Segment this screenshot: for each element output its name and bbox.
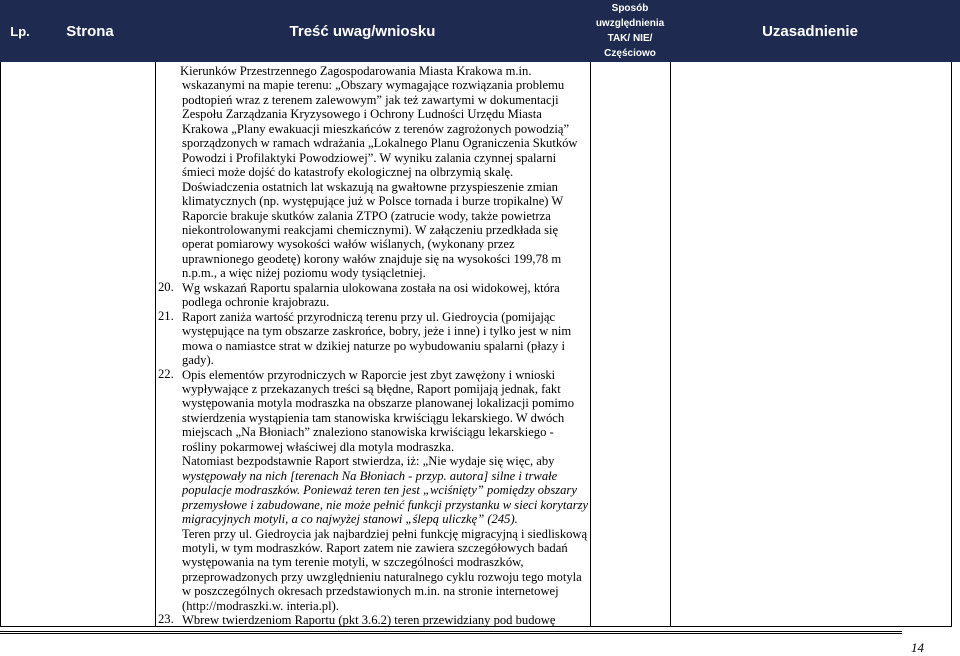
text-line: klimatycznych (np. występujące już w Polsce tornada i burze tropikalne) W [182,194,564,209]
text-line: występowały na nich [terenach Na Błoniach - przyp. autora] silne i trwałe [182,468,558,483]
text-line: migracyjnych motyli, a co najwyżej stanowi „ślepą uliczkę” (245). [182,512,518,527]
text-line: mowa o namiastce strat w dzikiej naturze po wybudowaniu spalarni (płazy i [182,338,565,353]
text-line: Powodzi i Profilaktyki Powodziowej”. W wyniku zalania czynnej spalarni [182,150,557,165]
footer-rule [0,633,902,634]
item-number-22: 22. [158,367,174,381]
text-line: występowania motyla modraszka na obszarze planowanej lokalizacji pomimo [182,396,575,411]
text-line: motyli, w tym modraszków. Raport zatem nie zawiera szczegółowych badań [182,540,568,555]
text-line: podlega ochronie krajobrazu. [182,295,330,310]
text-line: sporządzonych w ramach wdrażania „Lokalnego Planu Ograniczenia Skutków [182,136,578,151]
header-sposob-line4: Częściowo [604,48,656,59]
text-line: Wbrew twierdzeniom Raportu (pkt 3.6.2) teren przewidziany pod budowę [182,613,556,628]
text-line: Raport zaniża wartość przyrodniczą terenu przy ul. Giedroycia (pomijając [182,309,556,324]
item-number-21: 21. [158,309,174,323]
grid-line [0,62,1,627]
text-line: występujące na tym obszarze zaskrońce, bobry, jeże i inne) i tylko jest w nim [182,324,572,339]
text-line: Zespołu Zarządzania Kryzysowego i Ochrony Ludności Urzędu Miasta [182,107,542,122]
text-line: Raporcie brakuje skutków zalania ZTPO (zatrucie wody, także powietrza [182,208,551,223]
header-tresc: Treść uwag/wniosku [289,22,436,40]
header-strona: Strona [66,22,114,40]
text-line: przeprowadzonych przy uwzględnieniu naturalnego cyklu rozwoju tego motyla [182,569,582,584]
text-line: podtopień wraz z terenem zalewowym” jak też zawartymi w dokumentacji [182,92,559,107]
text-line: Teren przy ul. Giedroycia jak najbardziej pełni funkcję migracyjną i siedliskową [182,526,588,541]
header-sposob-line1: Sposób [611,3,649,14]
comment-text [170,64,590,628]
text-line: Krakowa „Plany ewakuacji mieszkańców z terenów zagrożonych powodzią” [182,121,570,136]
item-number-20: 20. [158,280,174,294]
item-number-23: 23. [158,612,174,626]
text-line: niekontrolowanymi reakcjami chemicznymi). W załączeniu przedkłada się [182,222,559,237]
text-line: uprawnionego geodetę) korony wałów znajduje się na wysokości 199,78 m [182,251,562,266]
header-uzasadnienie: Uzasadnienie [762,22,858,40]
text-line: wskazanymi na mapie terenu: „Obszary wymagające rozwiązania problemu [182,78,565,93]
text-line: populacje modraszków. Ponieważ teren ten jest „wciśnięty” pomiędzy obszary [182,483,577,498]
header-sposob [590,0,670,62]
text-line: Wg wskazań Raportu spalarnia ulokowana została na osi widokowej, która [182,280,560,295]
text-line: występowania na tym terenie motyli, w szczególności modraszków, [182,555,524,570]
text-line: przemysłowe i zabudowane, nie może pełnić funkcji przystanku w sieci korytarzy [182,497,589,512]
table-header [0,0,960,62]
text-line: śmieci może dojść do katastrofy ekologicznej na olbrzymią skalę. [182,165,514,180]
grid-line [951,62,952,627]
text-line: w poszczególnych okresach przedstawionych m.in. na stronie internetowej [182,584,559,599]
text-line: operat pomiarowy wysokości wałów wiślanych, (wykonany przez [182,237,515,252]
text-line: Doświadczenia ostatnich lat wskazują na gwałtowne przyspieszenie zmian [182,179,558,194]
text-line: miejscach „Na Błoniach” znaleziono stanowiska krwiściągu lekarskiego - [182,425,554,440]
text-line: (http://modraszki.w. interia.pl). [182,598,339,613]
header-sposob-line3: TAK/ NIE/ [607,33,653,44]
text-line: gady). [182,353,214,368]
text-line: n.p.m., a więc niżej poziomu wody tysiącletniej. [182,266,426,281]
page-number: 14 [911,640,924,655]
header-lp: Lp. [10,23,30,39]
text-line: stwierdzenia wystąpienia tam stanowiska krwiściągu lekarskiego. W dwóch [182,410,565,425]
grid-line [590,62,591,627]
footer-rule [0,631,902,632]
grid-line [670,62,671,627]
grid-line [155,62,156,627]
text-line: Kierunków Przestrzennego Zagospodarowania Miasta Krakowa m.in. [180,64,532,78]
header-sposob-line2: uwzględnienia [595,18,665,29]
text-line: Opis elementów przyrodniczych w Raporcie jest zbyt zawężony i wnioski [182,367,556,382]
text-line: rośliny pokarmowej właściwej dla motyla modraszka. [182,439,455,454]
text-line: wypływające z przekazanych treści są błędne, Raport pomijają jednak, fakt [182,381,561,396]
text-line: Natomiast bezpodstawnie Raport stwierdza, iż: „Nie wydaje się więc, aby [182,454,555,469]
